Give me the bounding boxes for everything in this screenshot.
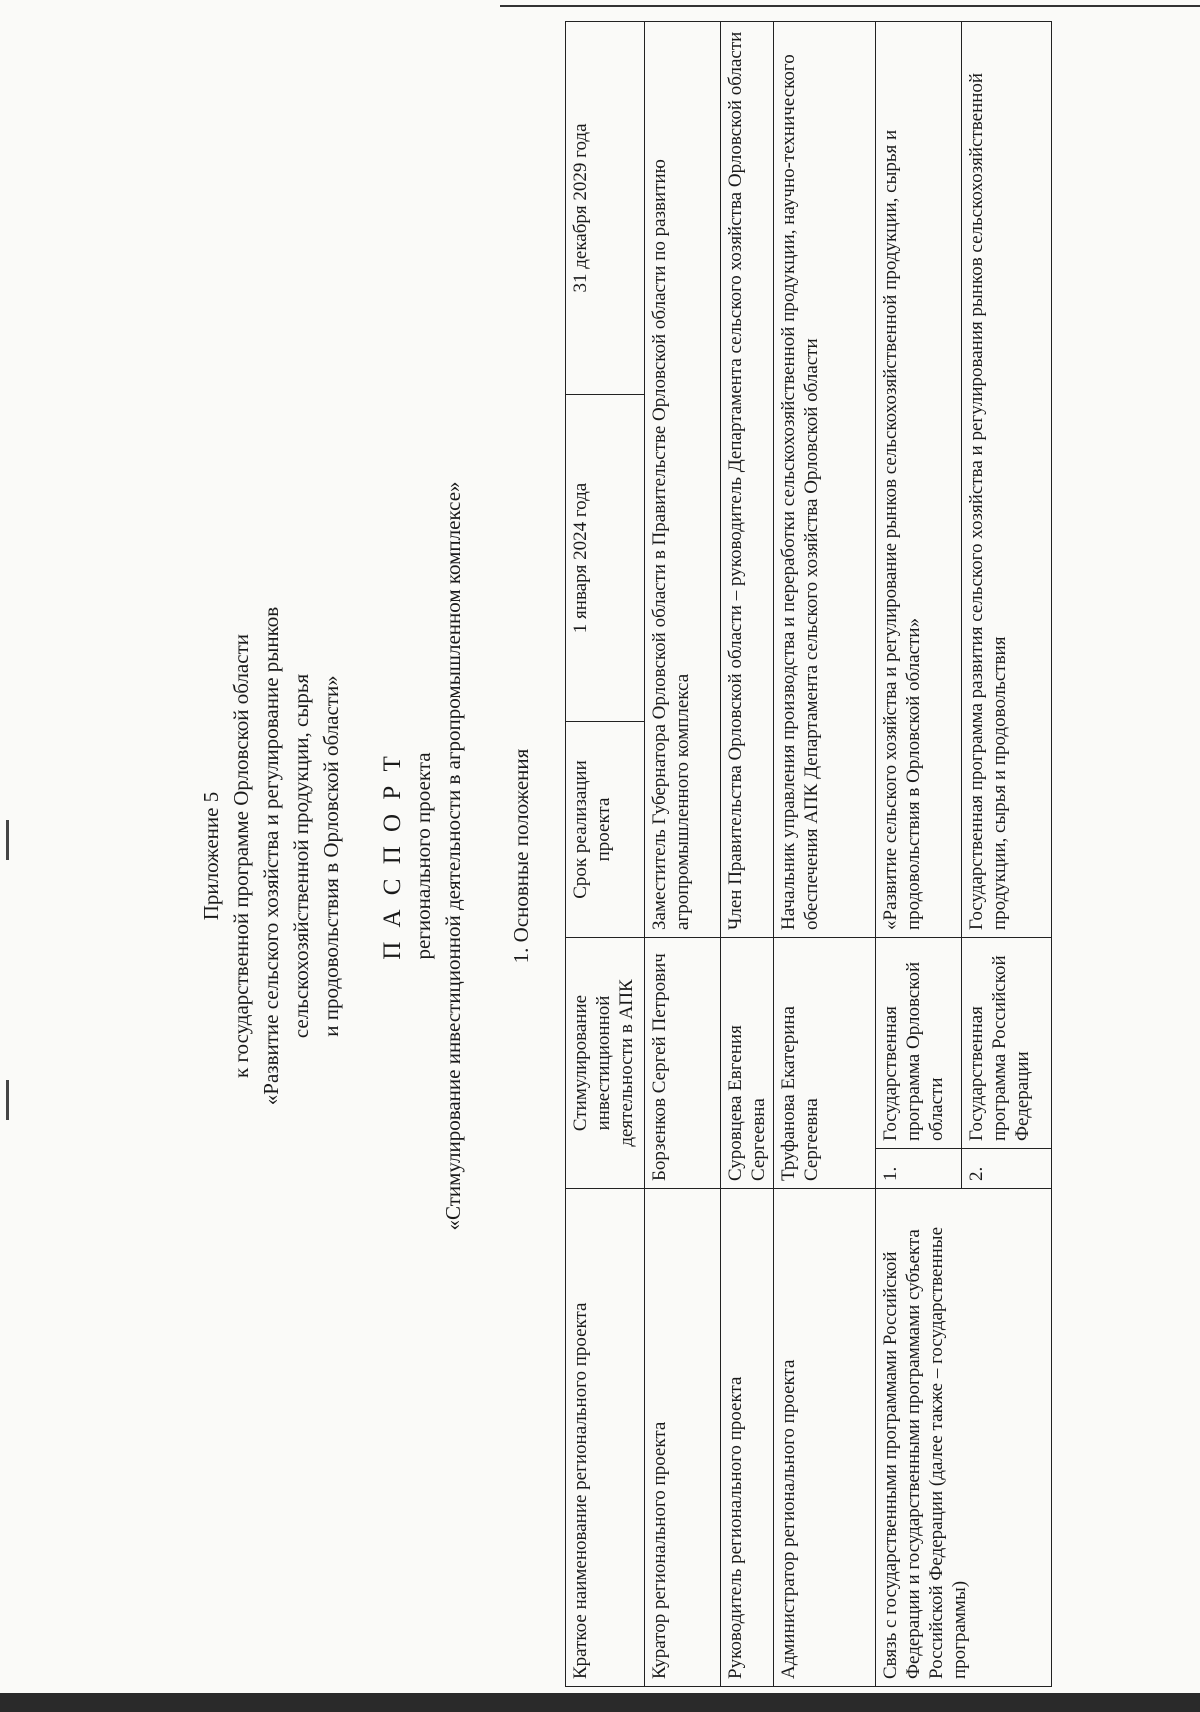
project-name: «Стимулирование инвестиционной деятельности в агропромышленном комплексе» <box>441 481 465 1231</box>
person-position: Член Правительства Орловской области – руководитель Департамента сельского хозяйства Орловской области <box>721 21 774 937</box>
term-label: Срок реализации проекта <box>566 721 645 937</box>
table-row <box>774 21 876 1686</box>
table-row <box>645 21 721 1686</box>
appendix-line: сельскохозяйственной продукции, сырья <box>289 673 313 1039</box>
start-date: 1 января 2024 года <box>566 394 645 721</box>
person-name: Труфанова Екатерина Сергеевна <box>774 937 876 1188</box>
passport-table <box>565 21 1052 1687</box>
person-position: Заместитель Губернатора Орловской области в Правительстве Орловской области по развитию агропромышленного комплекса <box>645 21 721 937</box>
row-label: Краткое наименование регионального проекта <box>566 1189 645 1687</box>
program-number: 1. <box>876 1149 962 1189</box>
appendix-line: и продовольствия в Орловской области» <box>319 675 343 1037</box>
person-name: Борзенков Сергей Петрович <box>645 937 721 1188</box>
end-date: 31 декабря 2029 года <box>566 21 645 394</box>
appendix-number: Приложение 5 <box>199 791 223 921</box>
program-type: Государственная программа Российской Федерации <box>962 937 1052 1148</box>
table-row <box>721 21 774 1686</box>
person-name: Суровцева Евгения Сергеевна <box>721 937 774 1188</box>
appendix-line: «Развитие сельского хозяйства и регулирование рынков <box>259 606 283 1106</box>
section-heading: 1. Основные положения <box>509 748 533 964</box>
row-label: Администратор регионального проекта <box>774 1189 876 1687</box>
appendix-line: к государственной программе Орловской области <box>229 634 253 1078</box>
row-label: Связь с государственными программами Российской Федерации и государственными программами субъекта Российской Федерации (далее также – государственные программы) <box>876 1189 1052 1687</box>
program-name: Государственная программа развития сельского хозяйства и регулирования рынков сельскохозяйственной продукции, сырья и продовольствия <box>962 21 1052 937</box>
program-type: Государственная программа Орловской области <box>876 937 962 1148</box>
program-name: «Развитие сельского хозяйства и регулирование рынков сельскохозяйственной продукции, сырья и продовольствия в Орловской области» <box>876 21 962 937</box>
table-row <box>566 21 645 1686</box>
person-position: Начальник управления производства и переработки сельскохозяйственной продукции, научно-технического обеспечения АПК Департамента сельского хозяйства Орловской области <box>774 21 876 937</box>
table-row <box>876 21 962 1686</box>
short-name-value: Стимулирование инвестиционной деятельности в АПК <box>566 937 645 1188</box>
document-title: П А С П О Р Т <box>379 752 406 960</box>
program-number: 2. <box>962 1149 1052 1189</box>
row-label: Руководитель регионального проекта <box>721 1189 774 1687</box>
document-subtitle: регионального проекта <box>411 752 435 960</box>
row-label: Куратор регионального проекта <box>645 1189 721 1687</box>
